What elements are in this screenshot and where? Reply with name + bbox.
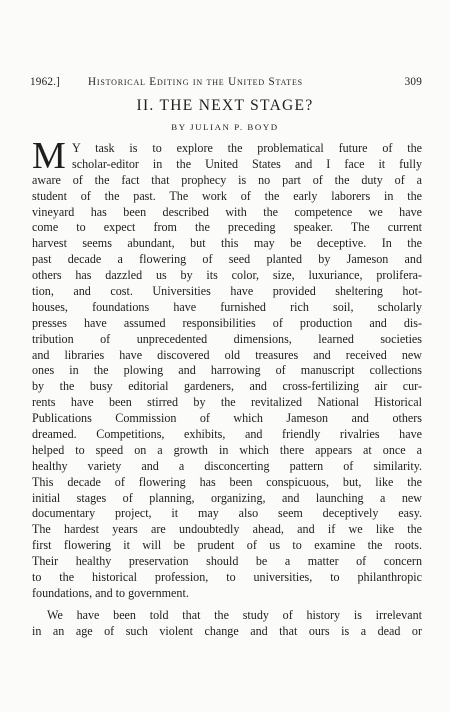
author-byline: BY JULIAN P. BOYD bbox=[171, 122, 279, 132]
text-line bbox=[32, 395, 422, 411]
text-line bbox=[32, 624, 422, 640]
body-text bbox=[32, 135, 422, 640]
text-line bbox=[32, 205, 422, 221]
text-line bbox=[32, 608, 422, 624]
line-text: come to expect from the preceding speaker. The current bbox=[32, 220, 422, 235]
text-line bbox=[32, 173, 422, 189]
text-line bbox=[32, 586, 422, 602]
line-text: vineyard has been described with the competence we have bbox=[32, 204, 422, 219]
line-text: documentary project, it may also seem deceptively easy. bbox=[32, 506, 422, 521]
line-text: student of the past. The work of the early laborers in the bbox=[32, 188, 422, 203]
line-text: aware of the fact that prophecy is no part of the duty of a bbox=[32, 172, 422, 187]
text-line bbox=[32, 220, 422, 236]
line-text: ones in the plowing and harrowing of manuscript collections bbox=[32, 363, 422, 378]
line-text: The hardest years are undoubtedly ahead, and if we like the bbox=[32, 522, 422, 537]
drop-cap: M bbox=[32, 135, 66, 177]
line-text: past decade a flowering of seed planted by Jameson and bbox=[32, 252, 422, 267]
line-text: to the historical profession, to universities, to philanthropic bbox=[32, 570, 422, 585]
line-text: Their healthy preservation should be a matter of concern bbox=[32, 554, 422, 569]
text-line bbox=[32, 491, 422, 507]
line-text: first flowering it will be prudent of us to examine the roots. bbox=[32, 538, 422, 553]
volume-folio: 1962.] bbox=[30, 76, 61, 88]
line-text: healthy variety and a disconcerting pattern of similarity. bbox=[32, 458, 422, 473]
line-text: others has dazzled us by its color, size, luxuriance, prolifera- bbox=[32, 268, 422, 283]
line-text: tion, and cost. Universities have provided sheltering hot- bbox=[32, 284, 422, 299]
line-text: foundations, and to government. bbox=[32, 585, 189, 600]
line-text: presses have assumed responsibilities of production and dis- bbox=[32, 315, 422, 330]
line-text: Y task is to explore the problematical future of the bbox=[72, 141, 422, 155]
text-line bbox=[32, 570, 422, 586]
text-line bbox=[32, 236, 422, 252]
text-line bbox=[32, 538, 422, 554]
line-text: This decade of flowering has been conspicuous, but, like the bbox=[32, 474, 422, 489]
paragraph-2 bbox=[32, 608, 422, 640]
text-line bbox=[32, 506, 422, 522]
line-text: rents have been stirred by the revitalized National Historical bbox=[32, 395, 422, 410]
text-line bbox=[32, 157, 422, 173]
line-text: initial stages of planning, organizing, and launching a new bbox=[32, 490, 422, 505]
text-line bbox=[32, 252, 422, 268]
line-text: We have been told that the study of history is irrelevant bbox=[47, 607, 422, 622]
text-line bbox=[32, 427, 422, 443]
text-line bbox=[32, 363, 422, 379]
page-number: 309 bbox=[404, 76, 422, 88]
text-line bbox=[32, 332, 422, 348]
line-text: helped to speed on a growth in which there appears at once a bbox=[32, 442, 422, 457]
line-text: by the busy editorial gardeners, and cross-fertilizing air cur- bbox=[32, 379, 422, 394]
line-text: and libraries have discovered old treasures and received new bbox=[32, 347, 422, 362]
text-line bbox=[32, 348, 422, 364]
text-line bbox=[32, 189, 422, 205]
text-line bbox=[32, 268, 422, 284]
text-line bbox=[32, 411, 422, 427]
text-line bbox=[32, 379, 422, 395]
text-line bbox=[32, 443, 422, 459]
paragraph-1 bbox=[32, 135, 422, 602]
line-text: scholar-editor in the United States and I face it fully bbox=[72, 156, 422, 171]
text-line bbox=[32, 475, 422, 491]
text-line bbox=[32, 316, 422, 332]
line-text: Publications Commission of which Jameson and others bbox=[32, 411, 422, 426]
line-text: dreamed. Competitions, exhibits, and friendly rivalries have bbox=[32, 427, 422, 442]
text-line bbox=[32, 459, 422, 475]
running-head-title: Historical Editing in the United States bbox=[88, 76, 303, 88]
text-line bbox=[32, 554, 422, 570]
text-line bbox=[32, 284, 422, 300]
line-text: harvest seems abundant, but this may be deceptive. In the bbox=[32, 236, 422, 251]
section-title: II. THE NEXT STAGE? bbox=[136, 97, 314, 114]
line-text: in an age of such violent change and that ours is a dead or bbox=[32, 623, 422, 638]
text-line bbox=[32, 300, 422, 316]
text-line bbox=[32, 522, 422, 538]
line-text: tribution of unprecedented dimensions, learned societies bbox=[32, 331, 422, 346]
line-text: houses, foundations have furnished rich soil, scholarly bbox=[32, 299, 422, 314]
